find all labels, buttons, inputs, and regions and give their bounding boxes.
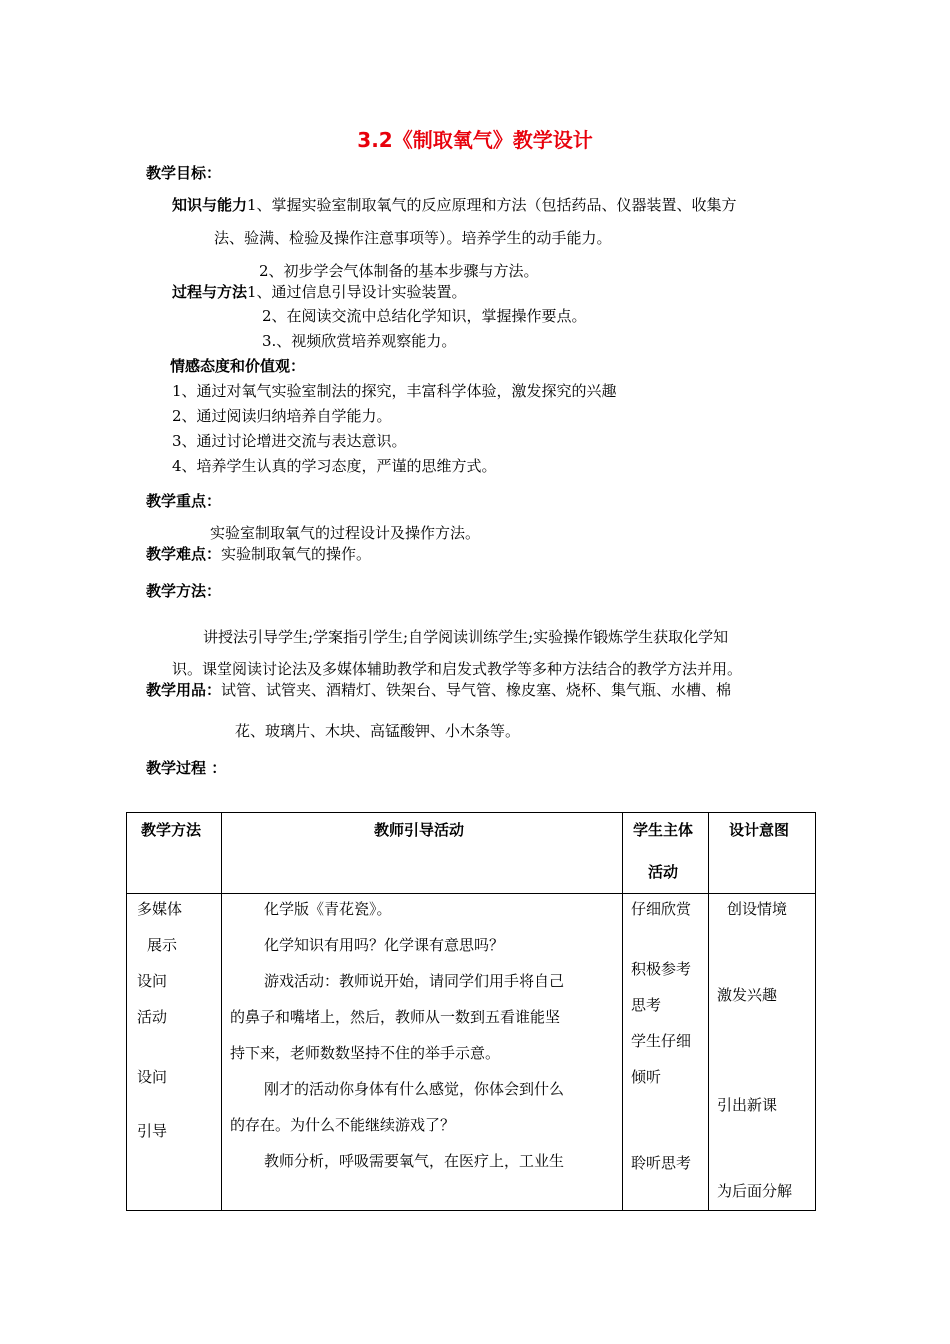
method-line2: 识。课堂阅读讨论法及多媒体辅助教学和启发式教学等多种方法结合的教学方法并用。	[172, 660, 743, 678]
goals-heading: 教学目标：	[146, 164, 222, 182]
method-heading: 教学方法：	[146, 582, 222, 600]
header-teacher: 教师引导活动	[374, 821, 465, 839]
process-heading: 教学过程 ：	[146, 759, 227, 777]
difficulty-text: 实验制取氧气的操作。	[221, 545, 372, 563]
difficulty-heading: 教学难点：	[146, 545, 222, 563]
process-item1-line	[172, 281, 467, 302]
student-cell	[623, 894, 709, 1211]
header-student-cell	[623, 813, 709, 894]
attitude-item1: 1、通过对氧气实验室制法的探究，丰富科学体验，激发探究的兴趣	[172, 382, 617, 400]
process-table	[126, 812, 816, 1211]
header-student-line1: 学生主体	[633, 821, 694, 839]
method-item: 设问	[137, 1068, 168, 1086]
teacher-line: 游戏活动：教师说开始，请同学们用手将自己	[264, 972, 565, 990]
difficulty-line	[146, 543, 371, 564]
method-cell	[127, 894, 222, 1211]
process-item1-text: 1、通过信息引导设计实验装置。	[247, 283, 467, 301]
teacher-line: 化学知识有用吗？化学课有意思吗？	[264, 936, 505, 954]
knowledge-item1-line1	[172, 194, 737, 215]
method-item: 设问	[137, 972, 168, 990]
materials-line2: 花、玻璃片、木块、高锰酸钾、小木条等。	[235, 722, 521, 740]
student-line: 聆听思考	[631, 1154, 692, 1172]
process-item3: 3.、视频欣赏培养观察能力。	[262, 332, 457, 350]
header-intent-cell	[709, 813, 816, 894]
teacher-line: 刚才的活动你身体有什么感觉，你体会到什么	[264, 1080, 565, 1098]
knowledge-item2: 2、初步学会气体制备的基本步骤与方法。	[259, 262, 539, 280]
method-line1: 讲授法引导学生;学案指引学生;自学阅读训练学生;实验操作锻炼学生获取化学知	[203, 628, 729, 646]
method-item: 活动	[137, 1008, 168, 1026]
method-item: 引导	[137, 1122, 168, 1140]
page-title: 3.2《制取氧气》教学设计	[357, 128, 593, 152]
table-row	[127, 894, 816, 1211]
student-line: 学生仔细	[631, 1032, 692, 1050]
materials-text1: 试管、试管夹、酒精灯、铁架台、导气管、橡皮塞、烧杯、集气瓶、水槽、棉	[221, 681, 732, 699]
teacher-line: 的存在。为什么不能继续游戏了？	[230, 1116, 456, 1134]
student-line: 倾听	[631, 1068, 662, 1086]
intent-line: 激发兴趣	[717, 986, 778, 1004]
process-item2: 2、在阅读交流中总结化学知识，掌握操作要点。	[262, 307, 587, 325]
method-item: 展示	[147, 936, 178, 954]
materials-line1	[146, 679, 731, 700]
knowledge-item1-line2: 法、验满、检验及操作注意事项等）。培养学生的动手能力。	[214, 229, 612, 247]
header-teacher-cell	[222, 813, 623, 894]
knowledge-item1-text: 1、掌握实验室制取氧气的反应原理和方法（包括药品、仪器装置、收集方	[247, 196, 737, 214]
process-label: 过程与方法	[172, 283, 248, 301]
header-intent: 设计意图	[729, 821, 790, 839]
key-point-heading: 教学重点：	[146, 492, 222, 510]
attitude-label: 情感态度和价值观：	[170, 357, 306, 375]
attitude-item4: 4、培养学生认真的学习态度，严谨的思维方式。	[172, 457, 497, 475]
header-method: 教学方法	[141, 821, 202, 839]
teacher-line: 持下来，老师数数坚持不住的举手示意。	[230, 1044, 501, 1062]
key-point-text: 实验室制取氧气的过程设计及操作方法。	[210, 524, 481, 542]
method-item: 多媒体	[137, 900, 183, 918]
teacher-line: 教师分析，呼吸需要氧气，在医疗上，工业生	[264, 1152, 565, 1170]
student-line: 思考	[631, 996, 662, 1014]
intent-line: 为后面分解	[717, 1182, 793, 1200]
student-line: 积极参考	[631, 960, 692, 978]
student-line: 仔细欣赏	[631, 900, 692, 918]
knowledge-label: 知识与能力	[172, 196, 248, 214]
attitude-item2: 2、通过阅读归纳培养自学能力。	[172, 407, 392, 425]
table-header-row	[127, 813, 816, 894]
materials-heading: 教学用品：	[146, 681, 222, 699]
intent-cell	[709, 894, 816, 1211]
header-student-line2: 活动	[648, 863, 679, 881]
intent-line: 创设情境	[727, 900, 788, 918]
intent-line: 引出新课	[717, 1096, 778, 1114]
teacher-line: 化学版《青花瓷》。	[264, 900, 392, 918]
teacher-cell	[222, 894, 623, 1211]
header-method-cell	[127, 813, 222, 894]
attitude-item3: 3、通过讨论增进交流与表达意识。	[172, 432, 407, 450]
teacher-line: 的鼻子和嘴堵上，然后，教师从一数到五看谁能坚	[230, 1008, 561, 1026]
